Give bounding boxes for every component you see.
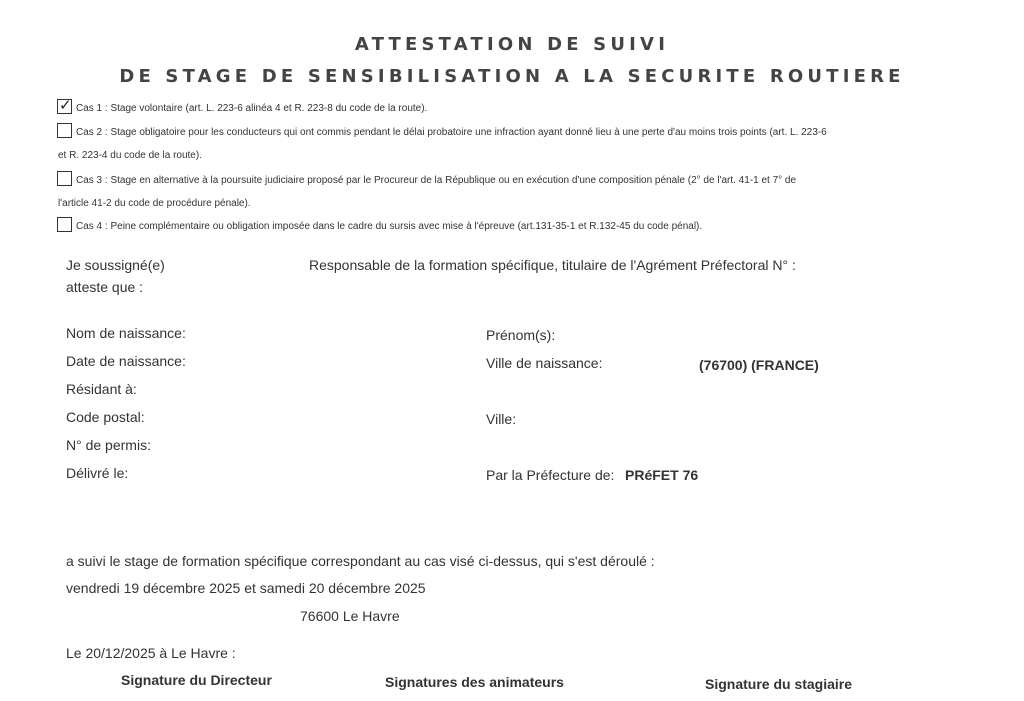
atteste-que-label: atteste que : [66, 279, 144, 295]
case-3-checkbox[interactable] [57, 171, 72, 186]
nom-naissance-label: Nom de naissance: [66, 325, 186, 341]
case-3-text-line-1: Cas 3 : Stage en alternative à la poursuite judiciaire proposé par le Procureur de la République ou en exécution d'une composition pénale (2° de l'art. 41-1 et 7° de [76, 175, 797, 186]
je-soussigne-label: Je soussigné(e) [66, 257, 165, 273]
signature-directeur-label: Signature du Directeur [121, 672, 272, 688]
code-postal-label: Code postal: [66, 409, 145, 425]
case-2-checkbox[interactable] [57, 123, 72, 138]
case-2-option[interactable] [58, 121, 948, 167]
residant-label: Résidant à: [66, 381, 137, 397]
case-3-option[interactable] [58, 169, 948, 215]
case-4-text: Cas 4 : Peine complémentaire ou obligation imposée dans le cadre du sursis avec mise à l'épreuve (art.131-35-1 et R.132-45 du code pénal). [76, 221, 703, 232]
signature-stagiaire-label: Signature du stagiaire [705, 676, 853, 692]
stage-location: 76600 Le Havre [300, 608, 400, 624]
case-4-checkbox[interactable] [57, 217, 72, 232]
numero-permis-label: N° de permis: [66, 437, 151, 453]
case-4-option[interactable] [58, 215, 948, 238]
stage-intro-text: a suivi le stage de formation spécifique correspondant au cas visé ci-dessus, qui s'est déroulé : [66, 553, 655, 569]
prenom-label: Prénom(s): [486, 327, 556, 343]
case-1-checkbox[interactable] [57, 96, 72, 114]
stage-dates: vendredi 19 décembre 2025 et samedi 20 décembre 2025 [66, 580, 426, 596]
case-3-text-line-2: l'article 41-2 du code de procédure pénale). [58, 198, 251, 209]
date-place-line: Le 20/12/2025 à Le Havre : [66, 645, 236, 661]
case-2-text-line-2: et R. 223-4 du code de la route). [58, 150, 202, 161]
checkmark-icon: ✓ [59, 96, 72, 114]
ville-naissance-label: Ville de naissance: [486, 355, 603, 371]
signature-animateurs-label: Signatures des animateurs [385, 674, 564, 690]
case-2-text-line-1: Cas 2 : Stage obligatoire pour les conducteurs qui ont commis pendant le délai probatoire une infraction ayant donné lieu à une perte d'au moins trois points (art. L. 223-6 [76, 127, 827, 138]
date-naissance-label: Date de naissance: [66, 353, 186, 369]
document-title-line-2: DE STAGE DE SENSIBILISATION A LA SECURITE ROUTIERE [119, 66, 905, 87]
ville-naissance-value: (76700) (FRANCE) [699, 357, 819, 373]
document-title-line-1: ATTESTATION DE SUIVI [354, 34, 670, 55]
prefecture-label: Par la Préfecture de: [486, 467, 615, 483]
prefecture-value: PRéFET 76 [625, 467, 699, 483]
ville-label: Ville: [486, 411, 517, 427]
case-1-option[interactable] [58, 97, 948, 120]
responsable-label: Responsable de la formation spécifique, titulaire de l'Agrément Préfectoral N° : [309, 257, 796, 273]
case-1-text: Cas 1 : Stage volontaire (art. L. 223-6 alinéa 4 et R. 223-8 du code de la route). [76, 103, 428, 114]
delivre-le-label: Délivré le: [66, 465, 129, 481]
